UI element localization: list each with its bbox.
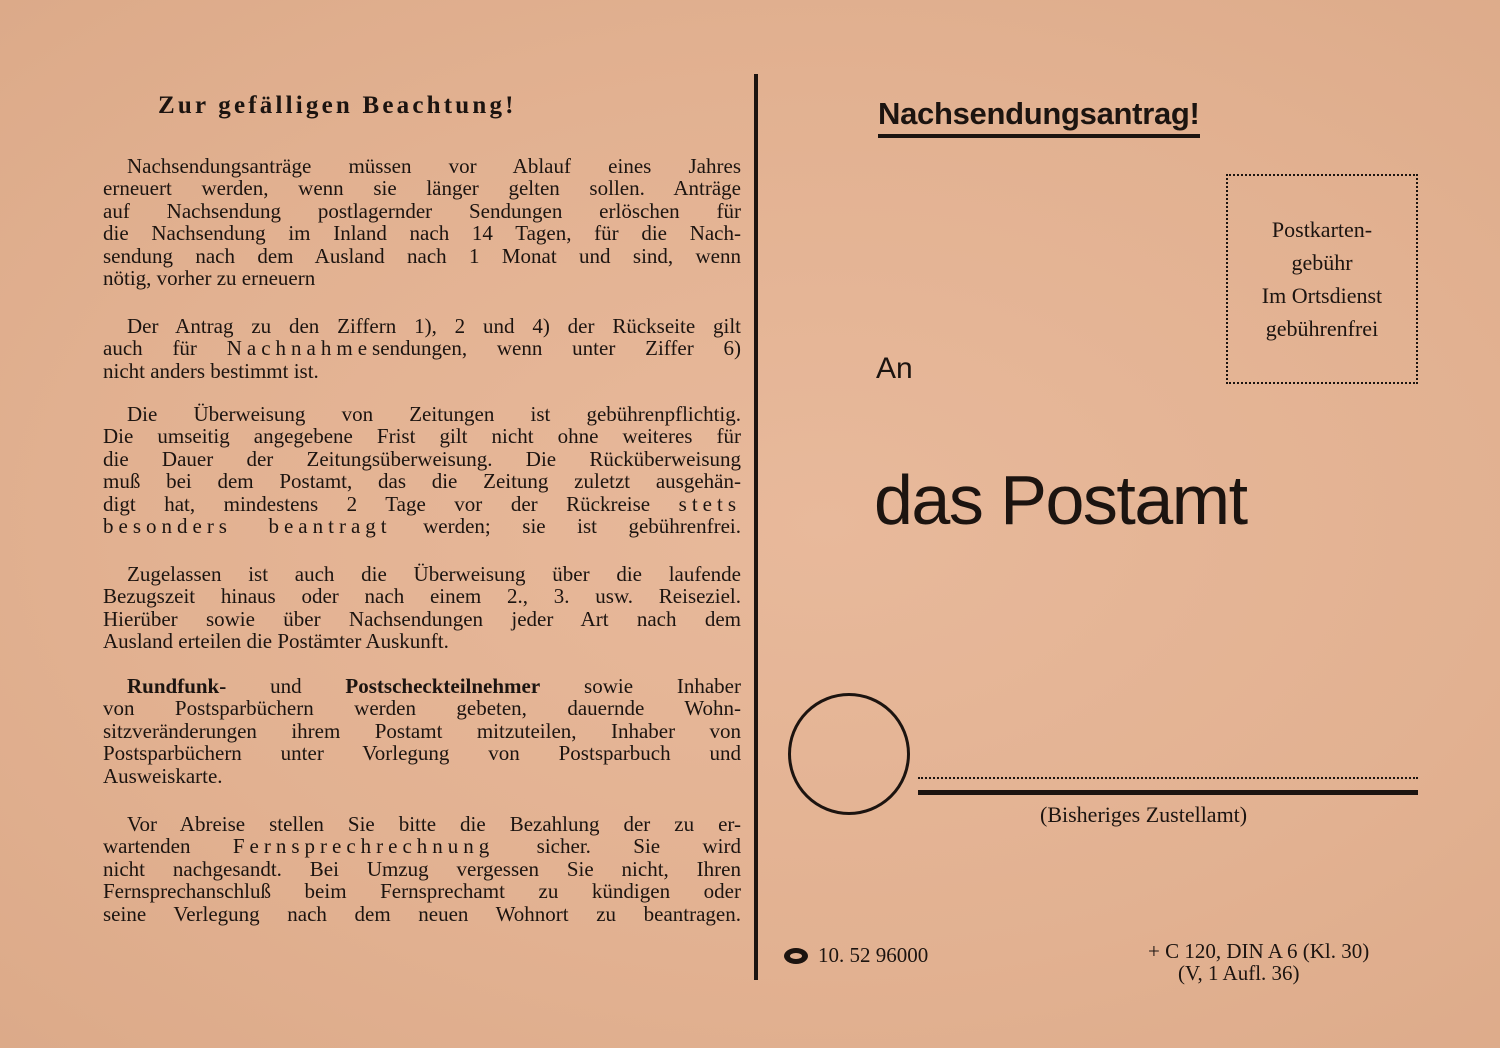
text-line: Nachsendungsanträge müssen vor Ablauf eines Jahres xyxy=(127,154,741,178)
form-title: Nachsendungsantrag! xyxy=(878,96,1200,138)
stamp-box-line: gebühr xyxy=(1291,250,1353,275)
bold-term: Rundfunk- xyxy=(127,674,227,698)
spaced-word: Fernsprechrechnung xyxy=(232,834,495,859)
paragraph-cash-on-delivery xyxy=(103,315,741,382)
column-divider xyxy=(754,74,758,980)
paragraph-renewal xyxy=(103,155,741,289)
paragraph-newspapers xyxy=(103,403,741,537)
bold-term: Postscheckteilnehmer xyxy=(345,674,541,698)
address-dotted-line xyxy=(918,777,1418,779)
spaced-word: stets xyxy=(678,491,741,516)
recipient-name: das Postamt xyxy=(874,461,1247,539)
text-line xyxy=(103,515,741,537)
paragraph-telephone xyxy=(103,813,741,925)
stamp-box xyxy=(1226,174,1418,384)
text-line: erneuert werden, wenn sie länger gelten sollen. Anträge xyxy=(103,176,741,201)
text-line xyxy=(103,493,741,515)
text-fragment: auch für xyxy=(103,336,227,361)
paragraph-transfer xyxy=(103,563,741,653)
text-line: Bezugszeit hinaus oder nach einem 2., 3. usw. Reiseziel. xyxy=(103,584,741,609)
text-fragment: und xyxy=(226,674,346,698)
text-line: Fernsprechanschluß beim Fernsprechamt zu kündigen oder xyxy=(103,879,741,904)
text-line: seine Verlegung nach dem neuen Wohnort zu beantragen. xyxy=(103,901,741,926)
text-fragment: wartenden xyxy=(103,834,233,859)
address-solid-line xyxy=(918,790,1418,795)
text-line: Postsparbüchern unter Vorlegung von Postsparbuch und xyxy=(103,741,741,766)
text-line: Vor Abreise stellen Sie bitte die Bezahlung der zu er- xyxy=(127,812,741,836)
text-fragment: digt hat, mindestens 2 Tage vor der Rückreise xyxy=(103,491,679,516)
text-fragment: sendungen, wenn unter Ziffer 6) xyxy=(372,336,741,361)
paragraph-radio-subscribers xyxy=(103,675,741,787)
text-line: Hierüber sowie über Nachsendungen jeder Art nach dem xyxy=(103,606,741,631)
form-code-line: (V, 1 Aufl. 36) xyxy=(1178,961,1300,985)
text-line xyxy=(103,675,741,697)
postmark-circle xyxy=(788,693,910,815)
text-line: Zugelassen ist auch die Überweisung über die laufende xyxy=(127,562,741,586)
form-code xyxy=(1148,940,1369,984)
text-line xyxy=(103,337,741,359)
spaced-word: Nachnahme xyxy=(226,336,373,361)
notice-heading: Zur gefälligen Beachtung! xyxy=(158,92,517,119)
text-line: sitzveränderungen ihrem Postamt mitzuteilen, Inhaber von xyxy=(103,718,741,743)
text-fragment: werden; sie ist gebührenfrei. xyxy=(391,513,741,538)
form-code-line: + C 120, DIN A 6 (Kl. 30) xyxy=(1148,939,1370,963)
text-line: sendung nach dem Ausland nach 1 Monat und sind, wenn xyxy=(103,243,741,268)
text-fragment: sowie Inhaber xyxy=(540,674,741,698)
address-caption: (Bisheriges Zustellamt) xyxy=(1040,802,1248,827)
text-line: nötig, vorher zu erneuern xyxy=(103,265,316,290)
text-line: nicht nachgesandt. Bei Umzug vergessen Sie nicht, Ihren xyxy=(103,856,741,881)
text-line: muß bei dem Postamt, das die Zeitung zuletzt ausgehän- xyxy=(103,469,741,494)
text-line: von Postsparbüchern werden gebeten, dauernde Wohn- xyxy=(103,696,741,721)
stamp-box-line: Postkarten- xyxy=(1271,217,1373,242)
stamp-box-line: Im Ortsdienst xyxy=(1261,283,1383,308)
text-line: Die Überweisung von Zeitungen ist gebührenpflichtig. xyxy=(127,402,741,426)
text-line: auf Nachsendung postlagernder Sendungen erlöschen für xyxy=(103,198,741,223)
text-line: Ausland erteilen die Postämter Auskunft. xyxy=(103,629,449,654)
text-line: Ausweiskarte. xyxy=(103,763,223,788)
print-mark xyxy=(784,943,928,968)
stamp-box-line: gebührenfrei xyxy=(1265,316,1379,341)
text-line: die Nachsendung im Inland nach 14 Tagen, für die Nach- xyxy=(103,221,741,246)
text-line: die Dauer der Zeitungsüberweisung. Die Rücküberweisung xyxy=(103,446,741,471)
text-line: nicht anders bestimmt ist. xyxy=(103,358,319,383)
print-code: 10. 52 96000 xyxy=(818,943,929,967)
spaced-word: besonders beantragt xyxy=(103,513,392,538)
text-fragment: sicher. Sie wird xyxy=(494,834,741,859)
printer-logo-icon xyxy=(784,948,808,964)
recipient-prefix: An xyxy=(876,352,913,385)
text-line xyxy=(103,835,741,857)
text-line: Die umseitig angegebene Frist gilt nicht ohne weiteres für xyxy=(103,424,741,449)
text-line: Der Antrag zu den Ziffern 1), 2 und 4) der Rückseite gilt xyxy=(127,314,741,338)
